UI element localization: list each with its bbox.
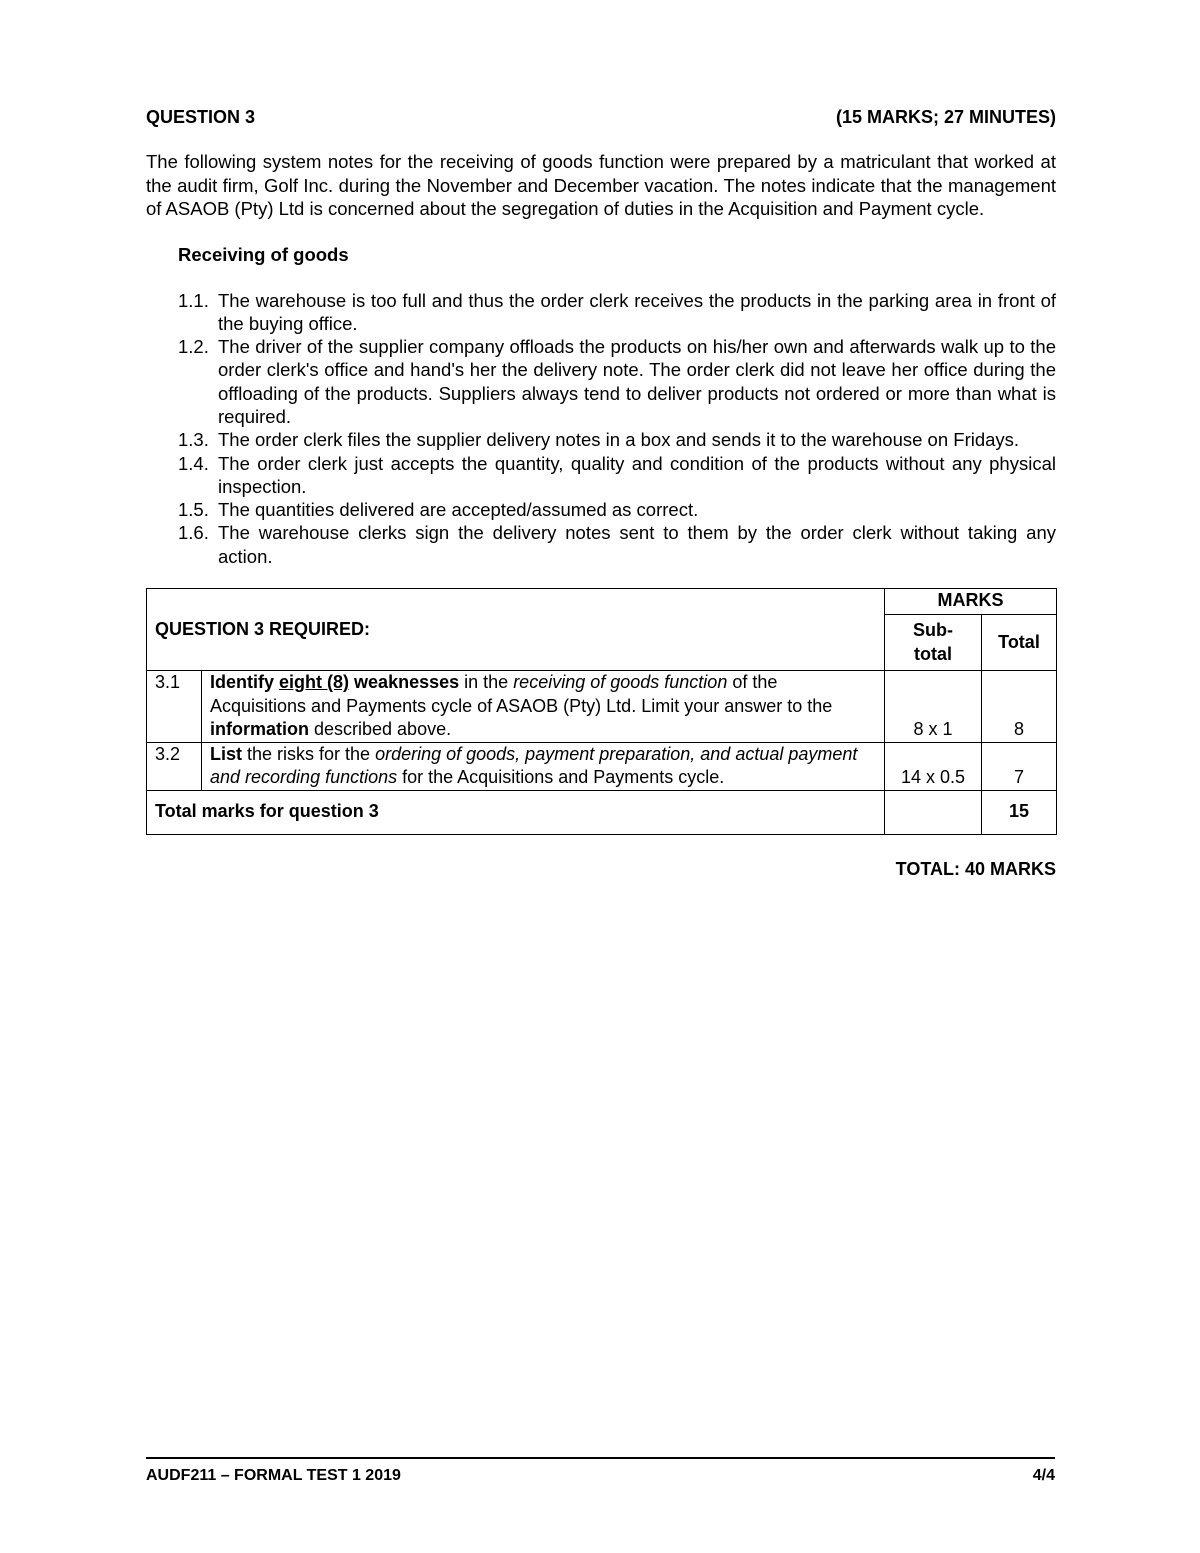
item-text: The order clerk files the supplier delivery notes in a box and sends it to the warehouse on Fridays.	[218, 429, 1020, 451]
total-marks-value: 15	[982, 790, 1057, 834]
marks-header: MARKS	[885, 589, 1057, 615]
item-number: 1.6.	[178, 522, 209, 544]
document-page	[146, 104, 1056, 880]
row-requirement: List the risks for the ordering of goods, payment preparation, and actual payment and recording functions for the Acquisitions and Payments cycle.	[202, 742, 885, 790]
required-table	[146, 588, 1057, 835]
required-label: QUESTION 3 REQUIRED:	[147, 589, 885, 671]
item-number: 1.2.	[178, 336, 209, 358]
footer-left: AUDF211 – FORMAL TEST 1 2019	[146, 1467, 401, 1484]
page-number: 4/4	[1032, 1467, 1055, 1484]
list-item	[178, 428, 1056, 451]
list-item	[178, 521, 1056, 568]
row-number: 3.2	[147, 742, 202, 790]
list-item	[178, 498, 1056, 521]
row-total: 7	[982, 742, 1057, 790]
row-number: 3.1	[147, 671, 202, 743]
row-requirement: Identify eight (8) weaknesses in the receiving of goods function of the Acquisitions and Payments cycle of ASAOB (Pty) Ltd. Limit your answer to the information described above.	[202, 671, 885, 743]
total-marks-subtotal	[885, 790, 982, 834]
table-header-row	[147, 589, 1057, 615]
list-item	[178, 452, 1056, 499]
list-item	[178, 335, 1056, 428]
table-row	[147, 671, 1057, 743]
table-row	[147, 742, 1057, 790]
row-subtotal: 8 x 1	[885, 671, 982, 743]
grand-total: TOTAL: 40 MARKS	[895, 858, 1056, 879]
question-title: QUESTION 3	[146, 107, 256, 127]
item-number: 1.3.	[178, 429, 209, 451]
item-number: 1.5.	[178, 499, 209, 521]
total-header: Total	[982, 615, 1057, 671]
table-total-row	[147, 790, 1057, 834]
total-marks-label: Total marks for question 3	[147, 790, 885, 834]
item-text: The warehouse clerks sign the delivery notes sent to them by the order clerk without taking any action.	[218, 522, 1056, 567]
item-number: 1.1.	[178, 289, 209, 311]
item-number: 1.4.	[178, 452, 209, 474]
row-subtotal: 14 x 0.5	[885, 742, 982, 790]
subheading: Receiving of goods	[178, 243, 349, 265]
question-header	[146, 104, 1056, 130]
list-item	[178, 289, 1056, 336]
question-marks-time: (15 MARKS; 27 MINUTES)	[835, 107, 1056, 127]
intro-paragraph: The following system notes for the receiving of goods function were prepared by a matriculant that worked at the audit firm, Golf Inc. during the November and December vacation. The notes indicate that the management of ASAOB (Pty) Ltd is concerned about the segregation of duties in the Acquisition and Payment cycle.	[146, 151, 1056, 219]
row-total: 8	[982, 671, 1057, 743]
subtotal-header: Sub-total	[885, 615, 982, 671]
item-text: The quantities delivered are accepted/assumed as correct.	[218, 499, 699, 521]
page-footer	[146, 1457, 1055, 1485]
item-text: The warehouse is too full and thus the order clerk receives the products in the parking area in front of the buying office.	[218, 289, 1056, 334]
notes-list	[178, 289, 1056, 569]
item-text: The order clerk just accepts the quantity, quality and condition of the products without any physical inspection.	[218, 452, 1056, 497]
item-text: The driver of the supplier company offloads the products on his/her own and afterwards walk up to the order clerk's office and hand's her the delivery note. The order clerk did not leave her office during the offloading of the products. Suppliers always tend to deliver products not ordered or more than what is required.	[218, 336, 1056, 427]
